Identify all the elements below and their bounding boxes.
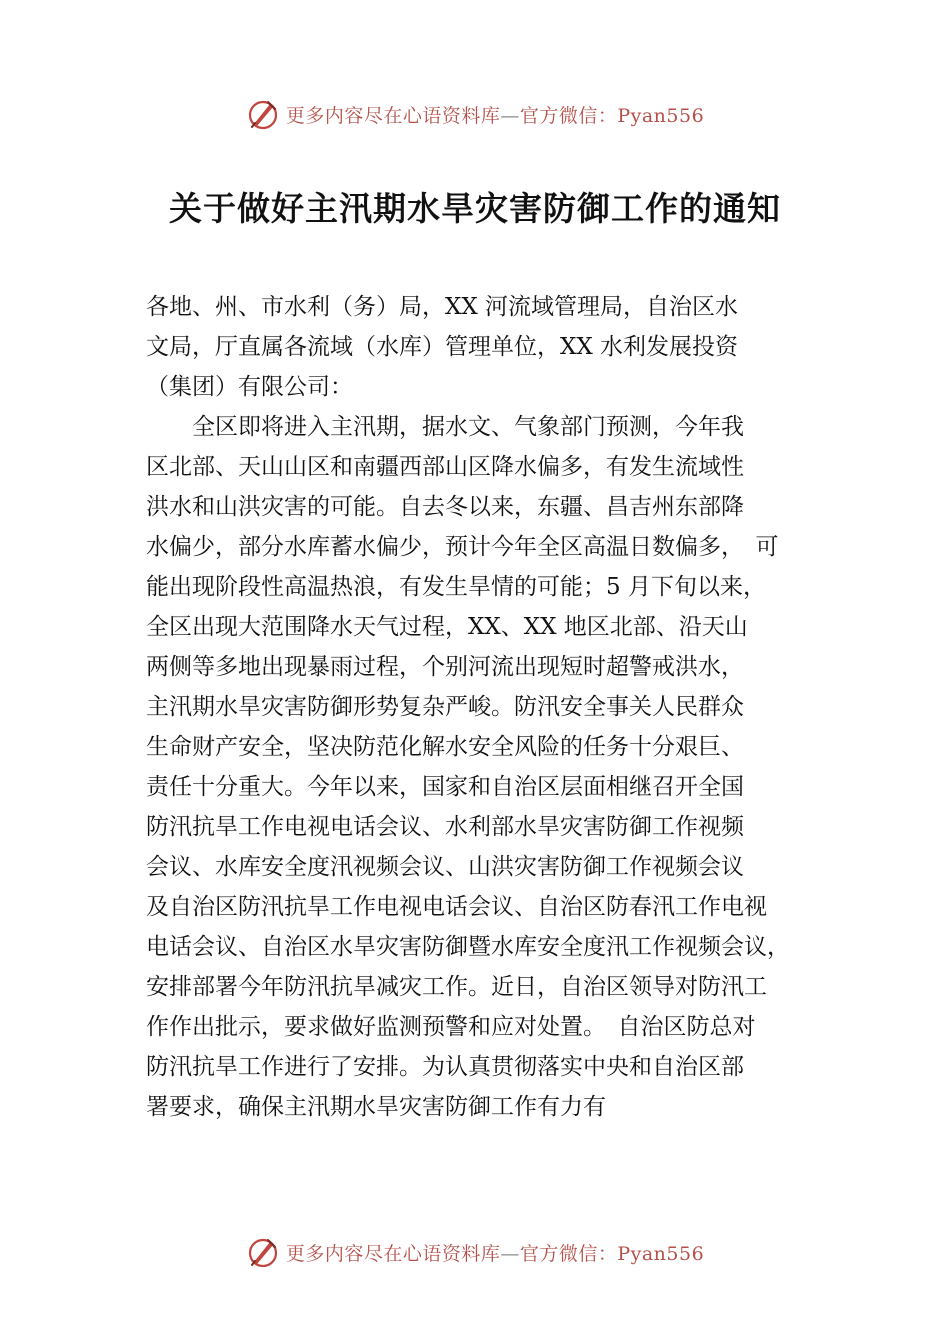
watermark-label: 更多内容尽在心语资料库 [285,1242,501,1265]
body-line: 作作出批示，要求做好监测预警和应对处置。 自治区防总对 [146,1014,756,1040]
watermark-banner-bottom [0,1232,950,1272]
body-line: 安排部署今年防汛抗旱减灾工作。近日，自治区领导对防汛工 [146,974,767,1000]
body-line: 各地、州、市水利（务）局，XX 河流域管理局，自治区水 [146,294,739,320]
body-line: 洪水和山洪灾害的可能。自去冬以来，东疆、昌吉州东部降 [146,494,744,520]
body-line: 全区出现大范围降水天气过程，XX、XX 地区北部、沿天山 [146,614,748,640]
pen-logo-icon [246,97,280,131]
body-line: 文局，厅直属各流域（水库）管理单位，XX 水利发展投资 [146,334,739,360]
body-line: 防汛抗旱工作电视电话会议、水利部水旱灾害防御工作视频 [146,814,744,840]
watermark-suffix: 官方微信：Pyan556 [519,1242,705,1265]
body-line: 区北部、天山山区和南疆西部山区降水偏多，有发生流域性 [146,454,744,480]
watermark-suffix: 官方微信：Pyan556 [519,104,705,127]
body-line: （集团）有限公司： [146,374,353,400]
body-line: 防汛抗旱工作进行了安排。为认真贯彻落实中央和自治区部 [146,1054,744,1080]
document-title: 关于做好主汛期水旱灾害防御工作的通知 [169,189,781,228]
body-line: 生命财产安全，坚决防范化解水安全风险的任务十分艰巨、 [146,734,744,760]
watermark-text [286,1239,704,1266]
watermark-separator: — [500,1242,520,1265]
body-line: 全区即将进入主汛期，据水文、气象部门预测，今年我 [146,414,744,440]
watermark-banner-top [0,94,950,134]
body-line: 电话会议、自治区水旱灾害防御暨水库安全度汛工作视频会议， [146,934,790,960]
body-line: 水偏少，部分水库蓄水偏少，预计今年全区高温日数偏多， 可 [146,534,779,560]
pen-logo-icon [246,1235,280,1269]
watermark-text [286,101,704,128]
watermark-label: 更多内容尽在心语资料库 [285,104,501,127]
body-line: 能出现阶段性高温热浪，有发生旱情的可能；5 月下旬以来， [146,574,766,600]
body-line: 署要求，确保主汛期水旱灾害防御工作有力有 [146,1094,606,1120]
body-line: 责任十分重大。今年以来，国家和自治区层面相继召开全国 [146,774,744,800]
body-line: 主汛期水旱灾害防御形势复杂严峻。防汛安全事关人民群众 [146,694,744,720]
document-body [146,287,836,1127]
watermark-separator: — [500,104,520,127]
body-line: 及自治区防汛抗旱工作电视电话会议、自治区防春汛工作电视 [146,894,767,920]
body-line: 两侧等多地出现暴雨过程，个别河流出现短时超警戒洪水， [146,654,744,680]
body-line: 会议、水库安全度汛视频会议、山洪灾害防御工作视频会议 [146,854,744,880]
